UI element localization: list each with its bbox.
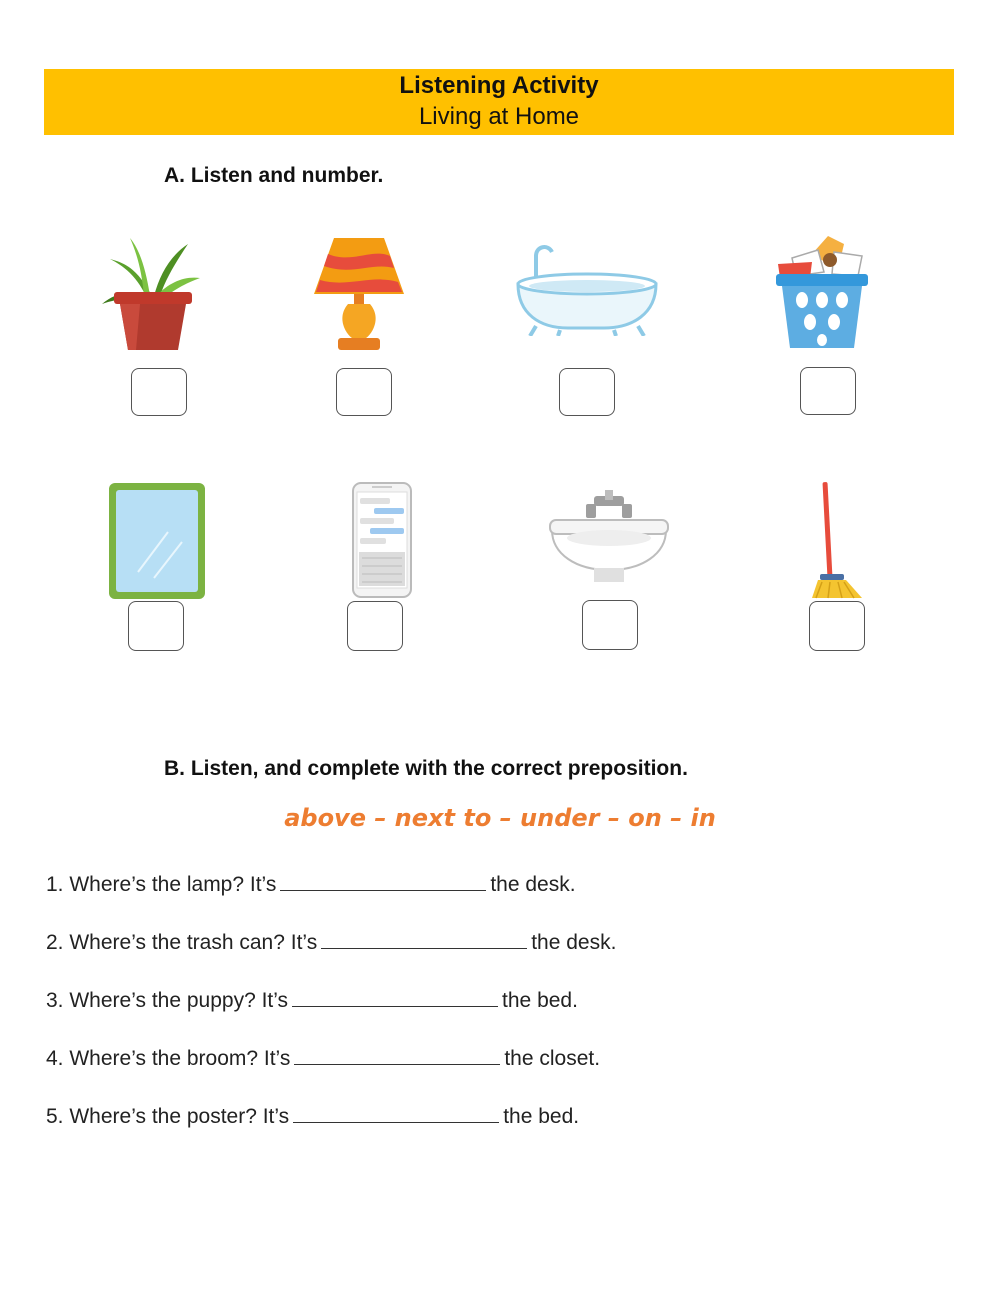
- question-prompt: 3. Where’s the puppy? It’s: [46, 989, 289, 1012]
- title-banner: [44, 69, 954, 135]
- question-row: [46, 1104, 579, 1129]
- answer-blank[interactable]: [293, 1104, 499, 1123]
- section-b-heading: B. Listen, and complete with the correct preposition.: [164, 757, 688, 780]
- lamp-icon: [312, 234, 406, 352]
- trash-can-icon: [772, 234, 872, 350]
- number-box-broom[interactable]: [809, 601, 865, 651]
- word-bank: above – next to – under – on – in: [284, 804, 716, 832]
- question-row: [46, 1046, 600, 1071]
- answer-blank[interactable]: [321, 930, 527, 949]
- question-prompt: 4. Where’s the broom? It’s: [46, 1047, 291, 1070]
- number-box-cellphone[interactable]: [347, 601, 403, 651]
- question-row: [46, 872, 576, 897]
- question-prompt: 1. Where’s the lamp? It’s: [46, 873, 277, 896]
- number-box-plant[interactable]: [131, 368, 187, 416]
- number-box-mirror[interactable]: [128, 601, 184, 651]
- question-end: the bed.: [502, 989, 578, 1012]
- question-row: [46, 930, 616, 955]
- answer-blank[interactable]: [292, 988, 498, 1007]
- worksheet-title: Listening Activity: [399, 72, 599, 99]
- question-end: the bed.: [503, 1105, 580, 1128]
- question-end: the desk.: [490, 873, 576, 896]
- number-box-lamp[interactable]: [336, 368, 392, 416]
- potted-plant-icon: [100, 234, 204, 352]
- bathtub-icon: [514, 240, 660, 336]
- mirror-icon: [108, 482, 206, 600]
- question-row: [46, 988, 578, 1013]
- number-box-sink[interactable]: [582, 600, 638, 650]
- question-prompt: 5. Where’s the poster? It’s: [46, 1105, 290, 1128]
- number-box-bathtub[interactable]: [559, 368, 615, 416]
- worksheet-subtitle: Living at Home: [418, 103, 580, 130]
- cellphone-icon: [352, 482, 412, 598]
- question-prompt: 2. Where’s the trash can? It’s: [46, 931, 318, 954]
- question-end: the closet.: [504, 1047, 601, 1070]
- answer-blank[interactable]: [294, 1046, 500, 1065]
- answer-blank[interactable]: [280, 872, 486, 891]
- broom-icon: [808, 480, 868, 600]
- sink-icon: [548, 490, 670, 584]
- question-end: the desk.: [531, 931, 617, 954]
- section-a-heading: A. Listen and number.: [164, 164, 384, 187]
- number-box-trash-can[interactable]: [800, 367, 856, 415]
